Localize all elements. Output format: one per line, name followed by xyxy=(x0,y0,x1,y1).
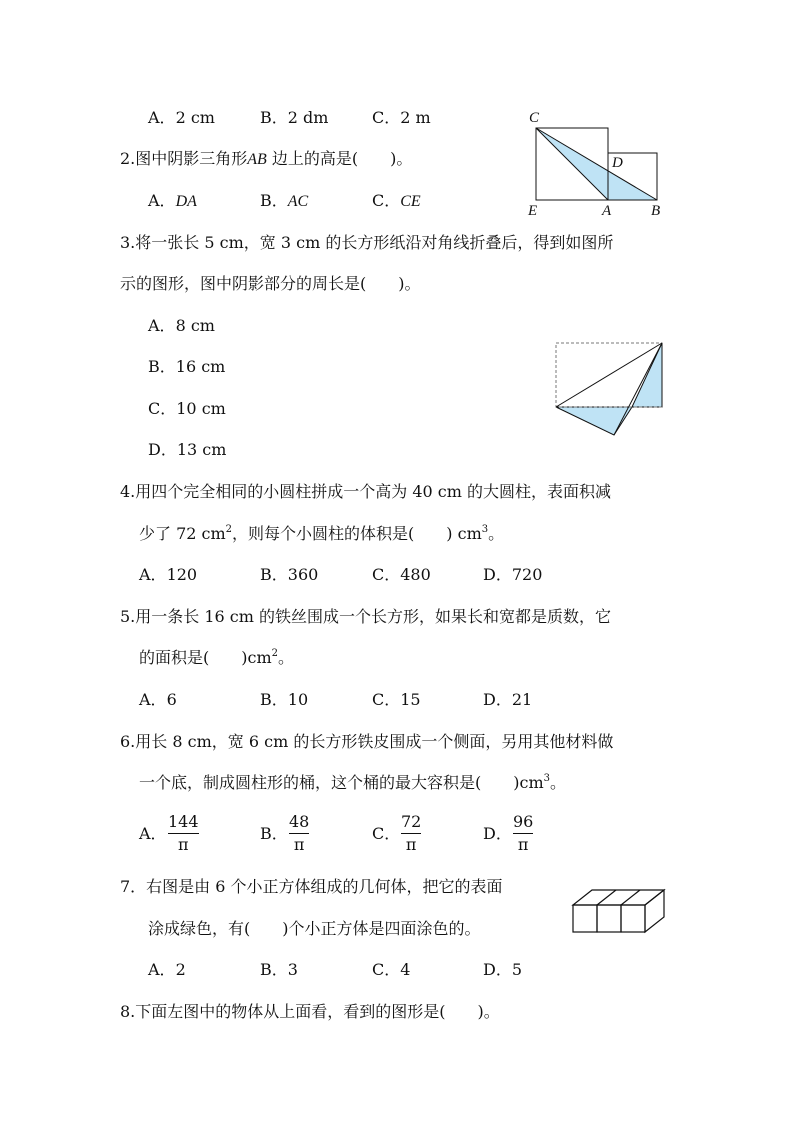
q5-option-b: B．10 xyxy=(260,690,309,709)
q7-option-a: A．2 xyxy=(148,960,186,979)
q6-option-b-letter: B． xyxy=(260,824,288,843)
q4-option-c: C．480 xyxy=(372,565,431,584)
q2-label-a: A xyxy=(602,203,612,219)
q1-option-a: A．2 cm xyxy=(148,108,215,127)
q1-option-c: C．2 m xyxy=(372,108,431,127)
q2-label-e: E xyxy=(528,203,538,219)
q7-cube-front-2 xyxy=(597,905,621,932)
q2-option-c: C．CE xyxy=(372,191,421,210)
q2-label-d: D xyxy=(612,155,623,171)
q3-stem-line1: 3.将一张长 5 cm，宽 3 cm 的长方形纸沿对角线折叠后，得到如图所 xyxy=(120,233,614,252)
q2-option-a: A．DA xyxy=(148,191,197,210)
q4-option-b: B．360 xyxy=(260,565,319,584)
q6-option-c-letter: C． xyxy=(372,824,401,843)
q5-option-c: C．15 xyxy=(372,690,421,709)
q6-stem-line1: 6.用长 8 cm，宽 6 cm 的长方形铁皮围成一个侧面，另用其他材料做 xyxy=(120,732,614,751)
q6-option-d-numerator: 96 xyxy=(513,812,534,831)
q3-option-b: B．16 cm xyxy=(148,357,226,376)
q6-option-a-denominator: π xyxy=(178,835,189,854)
q2-label-c: C xyxy=(529,110,540,126)
q6-option-a-letter: A． xyxy=(139,824,167,843)
q6-option-d-denominator: π xyxy=(517,835,529,854)
q4-option-a: A．120 xyxy=(139,565,198,584)
q7-top-divider-1 xyxy=(597,890,616,905)
q6-option-b-numerator: 48 xyxy=(289,812,310,831)
q7-top-divider-2 xyxy=(621,890,640,905)
q4-stem-line2: 少了 72 $cm^2$，则每个小圆柱的体积是( ) $cm^3$。 xyxy=(139,523,505,543)
q5-stem-line2: 的面积是( )$cm^2$。 xyxy=(139,647,295,667)
q6-option-d-letter: D． xyxy=(483,824,512,843)
q2-label-b: B xyxy=(651,203,661,219)
q2-stem: 2.图中阴影三角形AB 边上的高是( )。 xyxy=(120,149,413,168)
q5-stem-line1: 5.用一条长 16 cm 的铁丝围成一个长方形，如果长和宽都是质数，它 xyxy=(120,607,612,626)
q7-cube-front-1 xyxy=(573,905,597,932)
q5-option-a: A．6 xyxy=(139,690,177,709)
q7-right-face xyxy=(645,890,664,932)
q8-stem: 8.下面左图中的物体从上面看，看到的图形是( )。 xyxy=(120,1002,500,1021)
q6-option-c-denominator: π xyxy=(405,835,417,854)
q3-option-d: D．13 cm xyxy=(148,440,227,459)
q7-top-face xyxy=(573,890,664,905)
q7-stem-line1: 7．右图是由 6 个小正方体组成的几何体，把它的表面 xyxy=(120,877,503,896)
q6-stem-line2: 一个底，制成圆柱形的桶，这个桶的最大容积是( )$cm^3$。 xyxy=(139,772,567,792)
q3-option-a: A．8 cm xyxy=(148,316,215,335)
q3-option-c: C．10 cm xyxy=(148,399,226,418)
q7-cube-front-3 xyxy=(621,905,645,932)
q7-option-c: C．4 xyxy=(372,960,411,979)
q7-option-d: D．5 xyxy=(483,960,523,979)
q6-option-a-numerator: 144 xyxy=(168,812,199,831)
q6-option-b-denominator: π xyxy=(293,835,305,854)
q7-stem-line2: 涂成绿色，有( )个小正方体是四面涂色的。 xyxy=(148,919,481,938)
q5-option-d: D．21 xyxy=(483,690,533,709)
q4-stem-line1: 4.用四个完全相同的小圆柱拼成一个高为 40 cm 的大圆柱，表面积减 xyxy=(120,482,612,501)
q4-option-d: D．720 xyxy=(483,565,543,584)
q6-option-c-numerator: 72 xyxy=(401,812,422,831)
q7-option-b: B．3 xyxy=(260,960,298,979)
q2-option-b: B．AC xyxy=(260,191,309,210)
q3-stem-line2: 示的图形，图中阴影部分的周长是( )。 xyxy=(120,274,421,293)
q1-option-b: B．2 dm xyxy=(260,108,329,127)
